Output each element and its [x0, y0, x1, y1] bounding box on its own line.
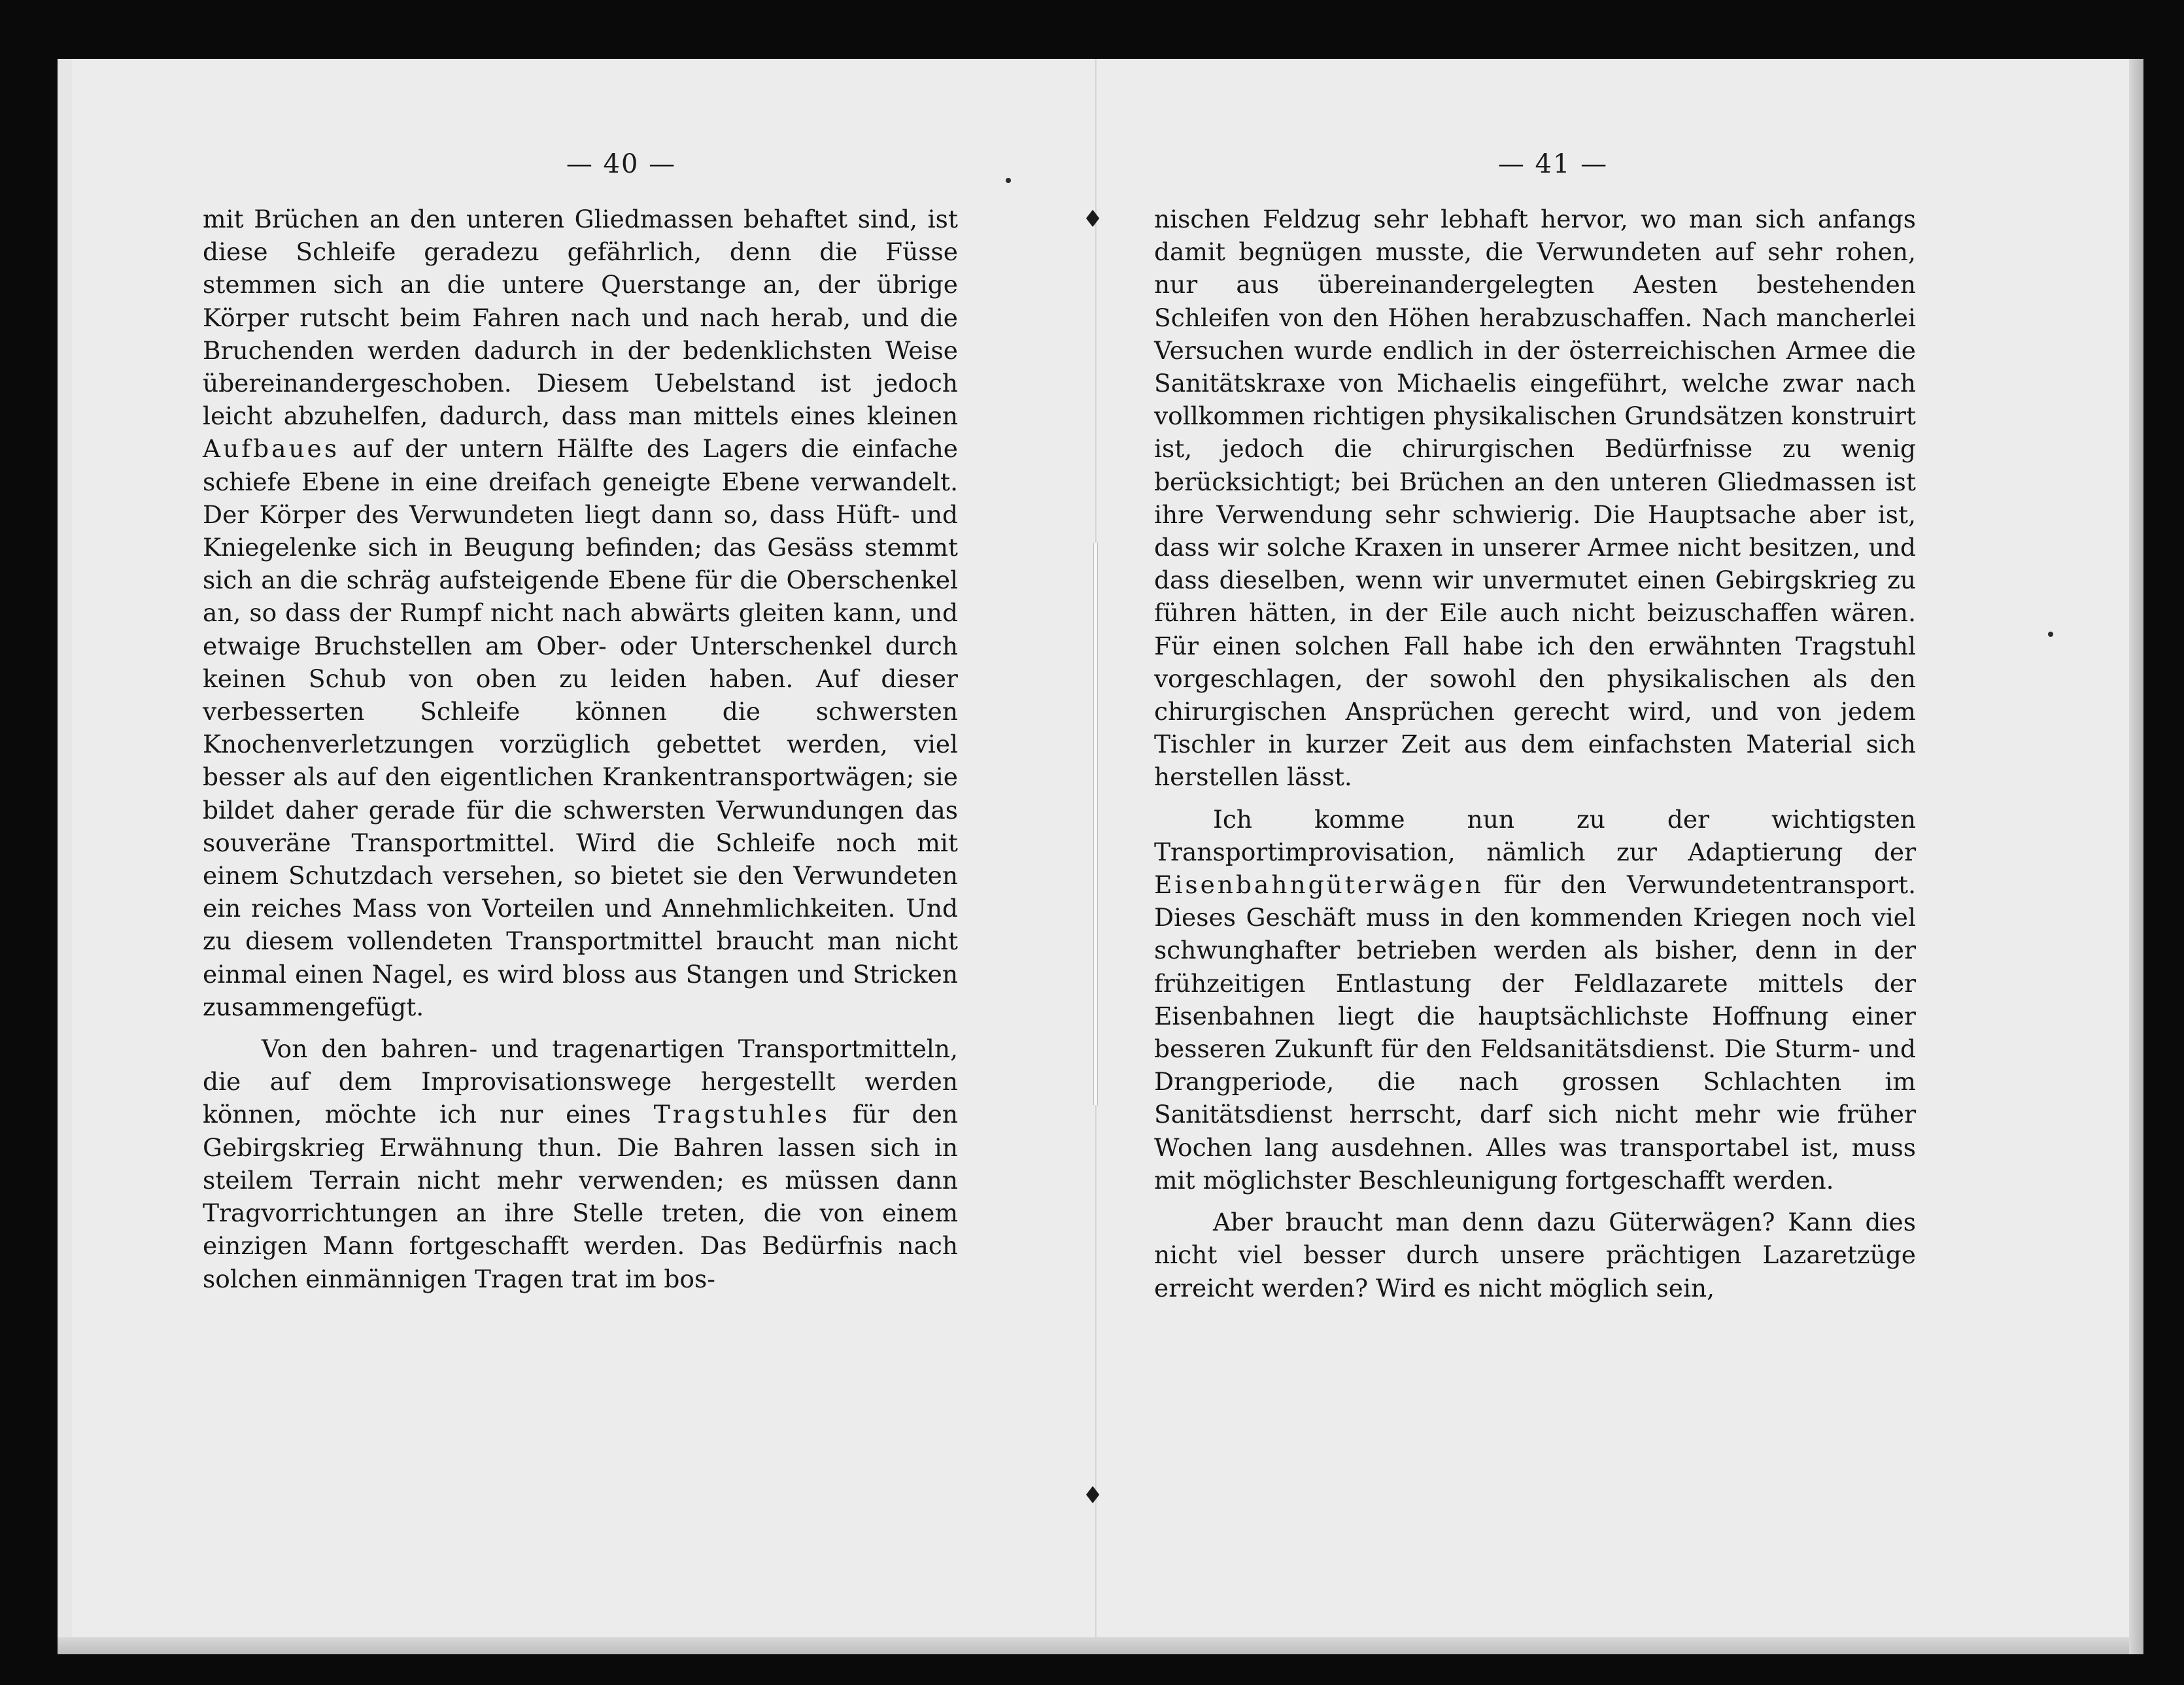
right-page-number: — 41 —: [1497, 149, 1609, 179]
paragraph-text: Ich komme nun zu der wichtigsten Transportimprovisation, nämlich zur Adaptierung der: [1154, 804, 1916, 866]
binding-stitch-mark-top: ♦: [1082, 206, 1104, 233]
emphasized-text: Tragstuhles: [653, 1100, 830, 1129]
paragraph-text: mit Brüchen an den unteren Gliedmassen behaftet sind, ist diese Schleife geradezu gefährlich, denn die Füsse stemmen sich an die untere Querstange an, der übrige Körper rutscht beim Fahren nach und nach herab, und die Bruchenden werden dadurch in der bedenklichsten Weise übereinandergeschoben. Diesem Uebelstand ist jedoch leicht abzuhelfen, dadurch, dass man mittels eines kleinen: [203, 205, 958, 431]
left-page-number: — 40 —: [566, 149, 677, 179]
speck-mark: [1006, 178, 1011, 183]
emphasized-text: Aufbaues: [203, 434, 340, 464]
paragraph-text: nischen Feldzug sehr lebhaft hervor, wo man sich anfangs damit begnügen musste, die Verwundeten auf sehr rohen, nur aus übereinandergelegten Aesten bestehenden Schleifen von den Höhen herabzuschaffen. Nach mancherlei Versuchen wurde endlich in der österreichischen Armee die Sanitätskraxe von Michaelis eingeführt, welche zwar nach vollkommen richtigen physikalischen Grundsätzen konstruirt ist, jedoch die chirurgischen Bedürfnisse zu wenig berücksichtigt; bei Brüchen an den unteren Gliedmassen ist ihre Verwendung sehr schwierig. Die Hauptsache aber ist, dass wir solche Kraxen in unserer Armee nicht besitzen, und dass dieselben, wenn wir unvermutet einen Gebirgskrieg zu führen hätten, in der Eile auch nicht beizuschaffen wären. Für einen solchen Fall habe ich den erwähnten Tragstuhl vorgeschlagen, der sowohl den physikalischen als den chirurgischen Ansprüchen gerecht wird, und von jedem Tischler in kurzer Zeit aus dem einfachsten Material sich herstellen lässt.: [1154, 205, 1916, 792]
right-page-body: [1154, 203, 1916, 1304]
paragraph: [1154, 203, 1916, 794]
paragraph: [203, 1032, 958, 1295]
paragraph: [1154, 803, 1916, 1197]
binding-stitch-mark-bottom: ♦: [1082, 1482, 1104, 1509]
paragraph: [1154, 1206, 1916, 1304]
page-stack-edge-bottom: [58, 1637, 2143, 1654]
paragraph: [203, 203, 958, 1023]
binding-thread: [1093, 543, 1098, 1105]
speck-mark: [2048, 632, 2053, 637]
paragraph-text: für den Verwundetentransport. Dieses Geschäft muss in den kommenden Kriegen noch viel schwunghafter betrieben werden als bisher, denn in der frühzeitigen Entlastung der Feldlazarete mittels der Eisenbahnen liegt die hauptsächlichste Hoffnung einer besseren Zukunft für den Feldsanitätsdienst. Die Sturm- und Drangperiode, die nach grossen Schlachten im Sanitätsdienst herrscht, darf sich nicht mehr wie früher Wochen lang ausdehnen. Alles was transportabel ist, muss mit möglichster Beschleunigung fortgeschafft werden.: [1154, 870, 1916, 1195]
emphasized-text: Eisenbahngüterwägen: [1154, 870, 1484, 900]
left-page-body: [203, 203, 958, 1295]
paragraph-text: für den Gebirgskrieg Erwähnung thun. Die Bahren lassen sich in steilem Terrain nicht mehr verwenden; es müssen dann Tragvorrichtungen an ihre Stelle treten, die von einem einzigen Mann fortgeschafft werden. Das Bedürfnis nach solchen einmännigen Tragen trat im bos-: [203, 1100, 958, 1293]
paragraph-text: Aber braucht man denn dazu Güterwägen? Kann dies nicht viel besser durch unsere prächtigen Lazaretzüge erreicht werden? Wird es nicht möglich sein,: [1154, 1208, 1916, 1302]
paragraph-text: auf der untern Hälfte des Lagers die einfache schiefe Ebene in eine dreifach geneigte Ebene verwandelt. Der Körper des Verwundeten liegt dann so, dass Hüft- und Kniegelenke sich in Beugung befinden; das Gesäss stemmt sich an die schräg aufsteigende Ebene für die Oberschenkel an, so dass der Rumpf nicht nach abwärts gleiten kann, und etwaige Bruchstellen am Ober- oder Unterschenkel durch keinen Schub von oben zu leiden haben. Auf dieser verbesserten Schleife können die schwersten Knochenverletzungen vorzüglich gebettet werden, viel besser als auf den eigentlichen Krankentransportwägen; sie bildet daher gerade für die schwersten Verwundungen das souveräne Transportmittel. Wird die Schleife noch mit einem Schutzdach versehen, so bietet sie den Verwundeten ein reiches Mass von Vorteilen und Annehmlichkeiten. Und zu diesem vollendeten Transportmittel braucht man nicht einmal einen Nagel, es wird bloss aus Stangen und Stricken zusammengefügt.: [203, 434, 958, 1021]
page-stack-edge-right: [2129, 59, 2143, 1654]
paragraph-text: Von den bahren- und tragenartigen Transportmitteln, die auf dem Improvisationswege hergestellt werden können, möchte ich nur eines: [203, 1034, 958, 1129]
